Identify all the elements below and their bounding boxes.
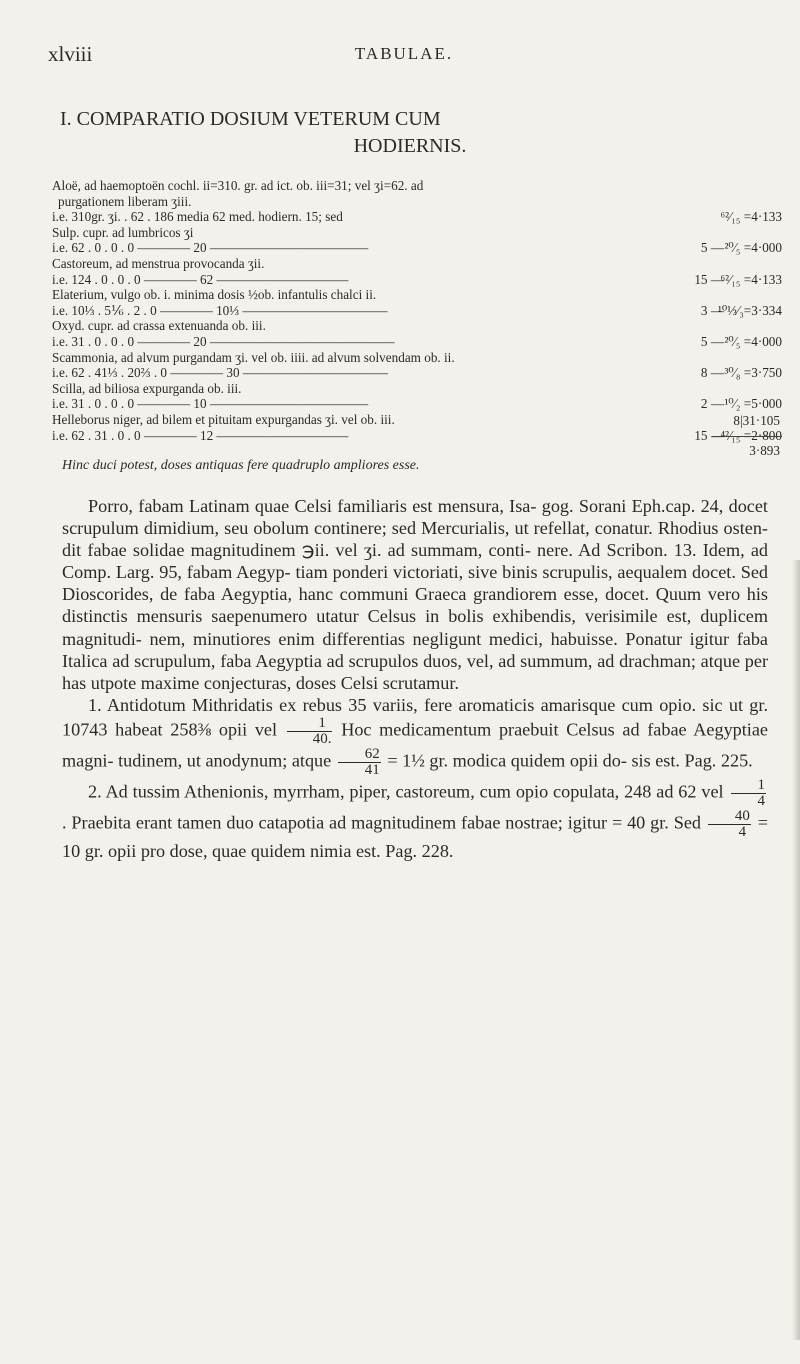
running-head: TABULAE. [354, 44, 454, 63]
row-ratio: ²⁰⁄₅ =4·000 [724, 240, 782, 256]
frac-num: 40 [708, 809, 751, 825]
section-title [60, 106, 760, 160]
paragraph-antidotum [62, 694, 768, 778]
row-text: i.e. 310gr. ʒi. . 62 . 186 media 62 med. hodiern. 15; sed [52, 209, 343, 225]
row-text: i.e. 124 . 0 . 0 . 0 ———— 62 —————————— [52, 271, 349, 287]
row-count: 5 — [700, 333, 724, 349]
row-text: Sulp. cupr. ad lumbricos ʒi [52, 224, 194, 240]
paragraph-athenionis [62, 778, 768, 862]
row-text: i.e. 31 . 0 . 0 . 0 ———— 20 —————————————— [52, 333, 395, 349]
section-title-line2: HODIERNIS. [353, 135, 467, 157]
folio-number: xlviii [48, 42, 93, 66]
p3-text-b: . Praebita erant tamen duo catapotia ad magnitudinem fabae nostrae; igitur = 40 gr. Sed [62, 812, 701, 833]
row-text: purgationem liberam ʒiii. [58, 193, 192, 209]
row-ratio: ¹⁰⁄₂ =5·000 [724, 396, 782, 412]
table-row [52, 396, 782, 412]
page-header [48, 42, 760, 72]
table-row [52, 256, 782, 272]
table-row [52, 194, 782, 210]
frac-num: 1 [287, 716, 332, 732]
row-text: Oxyd. cupr. ad crassa extenuanda ob. iii. [52, 318, 266, 334]
table-row [52, 350, 782, 366]
frac-den: 40. [312, 730, 332, 747]
frac-num: 62 [338, 747, 381, 763]
row-count: 8 — [700, 365, 724, 381]
row-ratio: ¹⁰⅓⁄₃=3·334 [717, 302, 782, 318]
p2-text-a: 1. Antidotum Mithridatis ex rebus 35 variis, fere aromaticis amarisque cum opio. sic ut gr. 10743 habeat 258⅜ opii vel [62, 694, 768, 740]
fraction-40-4 [708, 809, 751, 840]
row-ratio: ³⁰⁄₈ =3·750 [724, 365, 782, 381]
p3-text-c: = 10 gr. opii pro dose, quae quidem nimia est. Pag. 228. [62, 812, 769, 861]
table-row [52, 428, 782, 444]
row-count: 5 — [700, 240, 724, 256]
page-edge-shadow [792, 560, 800, 1340]
section-title-line1: I. COMPARATIO DOSIUM VETERUM CUM [60, 108, 441, 130]
fraction-one-fortieth [287, 716, 332, 747]
ratio-sum: 8|31·105 [733, 413, 780, 428]
row-text: Elaterium, vulgo ob. i. minima dosis ½ob. infantulis chalci ii. [52, 287, 377, 303]
dose-comparison-table [52, 178, 782, 443]
row-ratio: ⁶²⁄₁₅ =4·133 [720, 209, 782, 225]
frac-den: 4 [757, 792, 765, 809]
row-text: Scammonia, ad alvum purgandam ʒi. vel ob. iiii. ad alvum solvendam ob. ii. [52, 349, 455, 365]
table-row [52, 412, 782, 428]
sum-rule [712, 436, 782, 437]
frac-den: 4 [738, 823, 747, 840]
row-text: i.e. 62 . 41⅓ . 20⅔ . 0 ———— 30 ——————————— [52, 365, 388, 381]
conclusion-line: Hinc duci potest, doses antiquas fere quadruplo ampliores esse. [62, 458, 420, 473]
row-count: 2 — [700, 396, 724, 412]
row-count: 15 — [694, 427, 724, 443]
ratio-mean: 3·893 [749, 443, 780, 458]
table-row [52, 272, 782, 288]
row-text: i.e. 10⅓ . 5⅙ . 2 . 0 ———— 10⅓ ——————————— [52, 302, 388, 318]
row-text: Helleborus niger, ad bilem et pituitam expurgandas ʒi. vel ob. iii. [52, 411, 395, 427]
table-row [52, 365, 782, 381]
p2-text-b: Hoc medicamentum praebuit Celsus ad fabae Aegyptiae magni- tudinem, ut anodynum; atque [62, 719, 769, 771]
table-row [52, 178, 782, 194]
row-text: i.e. 62 . 0 . 0 . 0 ———— 20 ———————————— [52, 240, 369, 256]
table-row [52, 209, 782, 225]
row-text: i.e. 31 . 0 . 0 . 0 ———— 10 ———————————— [52, 396, 369, 412]
fraction-one-fourth [731, 778, 767, 809]
body-text [62, 495, 768, 862]
frac-num: 1 [731, 778, 767, 794]
row-ratio: ⁶²⁄₁₅ =4·133 [720, 271, 782, 287]
p3-text-a: 2. Ad tussim Athenionis, myrrham, piper, castoreum, cum opio copulata, 248 ad 62 vel [88, 781, 724, 802]
table-row [52, 303, 782, 319]
row-count: 3 — [700, 302, 724, 318]
table-row [52, 318, 782, 334]
row-text: Scilla, ad biliosa expurganda ob. iii. [52, 380, 242, 396]
paragraph-faba: Porro, fabam Latinam quae Celsi familiaris est mensura, Isa- gog. Sorani Eph.cap. 24, docet scrupulum dimidium, seu obolum continere; sed Mercurialis, ut refellat, conatur. Rhodius osten- dit fabae solidae magnitudinem ℈ii. vel ʒi. ad summam, conti- nere. Ad Scribon. 13. Idem, ad Comp. Larg. 95, fabam Aegyp- tiam ponderi victoriati, sive binis scrupulis, aequalem docet. Sed Dioscorides, de faba Aegyptia, hanc communi Graeca grandiorem esse, docet. Quum vero his distinctis mensuris saepenumero utatur Celsus in bolis exhibendis, verisimile est, duplicem magnitudi- nem, minutiores enim differentias negligunt medici, habuisse. Ponatur igitur faba Italica ad scrupulum, faba Aegyptia ad scrupulos duos, vel, ad summum, ad drachman; atque per has utpote maxime conjecturas, doses Celsi scrutamur. [62, 496, 768, 693]
frac-den: 41 [364, 761, 380, 778]
fraction-62-41 [338, 747, 381, 778]
p2-text-c: = 1½ gr. modica quidem opii do- sis est. Pag. 225. [387, 750, 753, 771]
table-row [52, 334, 782, 350]
table-row [52, 287, 782, 303]
row-ratio: ⁴²⁄₁₅ =2·800 [720, 427, 782, 443]
row-count: 15 — [694, 271, 724, 287]
row-text: i.e. 62 . 31 . 0 . 0 ———— 12 —————————— [52, 427, 349, 443]
table-row [52, 225, 782, 241]
table-row [52, 240, 782, 256]
row-text: Aloë, ad haemoptoën cochl. ii=310. gr. ad ict. ob. iii=31; vel ʒi=62. ad [52, 178, 424, 193]
row-text: Castoreum, ad menstrua provocanda ʒii. [52, 255, 265, 271]
row-ratio: ²⁰⁄₅ =4·000 [724, 333, 782, 349]
table-row [52, 381, 782, 397]
